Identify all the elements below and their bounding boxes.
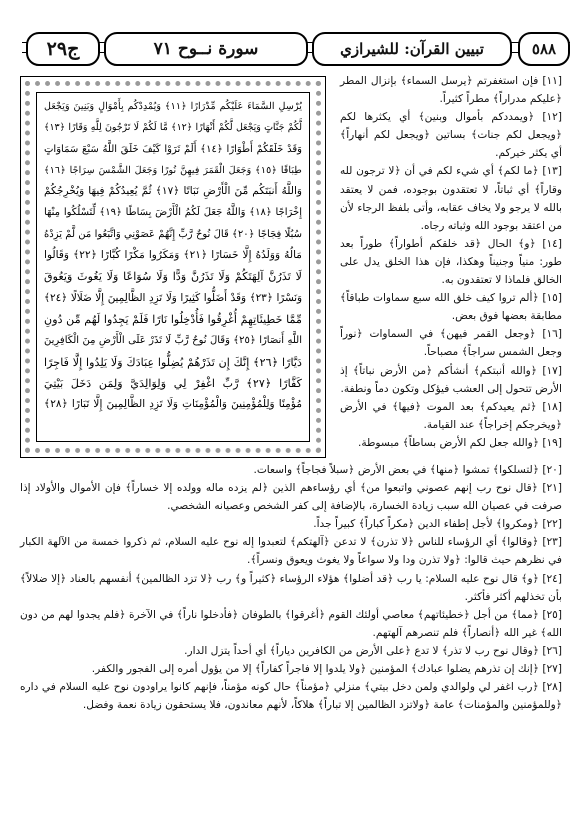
commentary-paragraph: [٢٥] ﴿مما﴾ من أجل ﴿خطيئاتهم﴾ معاصي أولئك القوم ﴿أغرقوا﴾ بالطوفان ﴿فأدخلوا ناراً﴾ في الآخرة ﴿فلم يجدوا لهم من دون الله﴾ غير الله ﴿أنصاراً﴾ فلم تنصرهم آلهتهم.: [20, 608, 562, 639]
commentary-column: [340, 72, 562, 452]
commentary-paragraph: [٢٤] ﴿و﴾ قال نوح عليه السلام: يا رب ﴿قد أضلوا﴾ هؤلاء الرؤساء ﴿كثيراً و﴾ رب ﴿لا تزد الظالمين﴾ أنفسهم بالعناد ﴿إلا ضلالاً﴾ بأن تخذلهم أكثر فأكثر.: [20, 572, 562, 603]
verse-line: دَيَّارًا ﴿٢٦﴾ إِنَّكَ إِن تَذَرْهُمْ يُضِلُّوا عِبَادَكَ وَلَا يَلِدُوا إِلَّا فَاجِرًا: [44, 355, 302, 369]
verse-line: وَنَسْرًا ﴿٢٣﴾ وَقَدْ أَضَلُّوا كَثِيرًا وَلَا تَزِدِ الظَّالِمِينَ إِلَّا ضَلَالًا ﴿٢٤﴾: [44, 291, 302, 304]
commentary-paragraph: [٢٦] ﴿وقال نوح رب لا تذر﴾ لا تدع ﴿على الأرض من الكافرين دياراً﴾ أي أحداً يتزل الدار.: [184, 644, 562, 657]
quran-verses: [44, 96, 302, 446]
commentary-paragraph: [١٤] ﴿و﴾ الحال ﴿قد خلقكم أطواراً﴾ طوراً بعد طور: منياً وجنيناً وهكذا، فإن هذا الخلق يدل على الخالق فلماذا لا تعتقدون به.: [340, 237, 562, 287]
page-number-box: [518, 32, 570, 66]
commentary-paragraph: [٢٧] ﴿إنك إن تذرهم يضلوا عبادك﴾ المؤمنين ﴿ولا يلدوا إلا فاجراً كفاراً﴾ إلا من يؤول أمره إلى الفجور والكفر.: [91, 663, 562, 676]
verse-line: إِخْرَاجًا ﴿١٨﴾ وَاللَّهُ جَعَلَ لَكُمُ الْأَرْضَ بِسَاطًا ﴿١٩﴾ لِّتَسْلُكُوا مِنْهَا: [44, 207, 302, 219]
verse-line: طِبَاقًا ﴿١٥﴾ وَجَعَلَ الْقَمَرَ فِيهِنَّ نُورًا وَجَعَلَ الشَّمْسَ سِرَاجًا ﴿١٦﴾: [44, 164, 302, 176]
commentary-paragraph: [٢٢] ﴿ومكروا﴾ لأجل إطفاء الدين ﴿مكراً كباراً﴾ كبيراً جداً.: [313, 518, 562, 531]
surah-title: سورة نــوح ٧١: [153, 39, 259, 59]
commentary-paragraph: [١١] فإن استغفرتم ﴿يرسل السماء﴾ بإنزال المطر ﴿عليكم مدراراً﴾ مطراً كثيراً.: [340, 75, 562, 106]
commentary-paragraph: [٢٨] ﴿رب اغفر لي ولوالدي ولمن دخل بيتي﴾ منزلي ﴿مؤمناً﴾ حال كونه مؤمناً، فإنهم كانوا يراودون نوح عليه السلام في داره ﴿وللمؤمنين والمؤمنات﴾ عامة ﴿ولاتزد الظالمين إلا تباراً﴾ هلاكاً، لأنهم معاندون، فلا يستحقون زيادة نعمة وفضل.: [20, 681, 562, 712]
juz-label: ج٢٩: [46, 38, 80, 60]
verse-line: وَقَدْ خَلَقَكُمْ أَطْوَارًا ﴿١٤﴾ أَلَمْ تَرَوْا كَيْفَ خَلَقَ اللَّهُ سَبْعَ سَمَاوَاتٍ: [44, 143, 302, 155]
book-title: تبيين القرآن: للشيرازي: [340, 40, 484, 58]
commentary-paragraph: [١٨] ﴿ثم يعيدكم﴾ بعد الموت ﴿فيها﴾ في الأرض ﴿ويخرجكم إخراجاً﴾ عند القيامة.: [340, 400, 562, 431]
commentary-paragraph: [١٣] ﴿ما لكم﴾ أي شيء لكم في أن ﴿لا ترجون لله وقاراً﴾ أي ثباتاً، لا تعتقدون بوجوده، فمن لا يعتقد بالله لا يرجو ولا يخاف عقابه، وأتى بلفظ الرجاء لأن من اعتقد بوجود الله وثباته رجاه.: [340, 165, 562, 232]
verse-line: وَاللَّهُ أَنبَتَكُم مِّنَ الْأَرْضِ نَبَاتًا ﴿١٧﴾ ثُمَّ يُعِيدُكُمْ فِيهَا وَيُخْرِجُكُمْ: [44, 185, 302, 198]
page-number: ٥٨٨: [531, 40, 557, 58]
verse-line: لَّكُمْ جَنَّاتٍ وَيَجْعَل لَّكُمْ أَنْهَارًا ﴿١٢﴾ مَّا لَكُمْ لَا تَرْجُونَ لِلَّهِ وَقَارًا ﴿١٣﴾: [44, 122, 302, 134]
commentary-paragraph: [٢٣] ﴿وقالوا﴾ أي الرؤساء للناس ﴿لا تذرن﴾ لا تدعن ﴿آلهتكم﴾ لتعبدوا إله نوح عليه السلام، ثم ذكروا خمسة من الآلهة الكبار في نظرهم حيث قالوا: ﴿ولا تذرن ودا ولا سواعاً ولا يغوث ويعوق ونسراً﴾.: [20, 536, 562, 567]
juz-box: [26, 32, 100, 66]
commentary-paragraph: [١٧] ﴿والله أنبتكم﴾ أنشأكم ﴿من الأرض نباتاً﴾ إذ الأرض تتحول إلى العشب فيؤكل وتكون دماً ونطفة.: [340, 364, 562, 395]
book-title-box: [312, 32, 512, 66]
commentary-paragraph: [٢١] ﴿قال نوح رب إنهم عصوني واتبعوا من﴾ أي رؤساءهم الذين ﴿لم يزده ماله وولده إلا خساراً﴾ فإن الأموال والأولاد إذا صرفت في عصيان الله سبب زيادة الخسارة، بالإضافة إلى كفر الشخص وعصيانه الشخصي.: [20, 482, 562, 513]
verse-line: مَالُهُ وَوَلَدُهُ إِلَّا خَسَارًا ﴿٢١﴾ وَمَكَرُوا مَكْرًا كُبَّارًا ﴿٢٢﴾ وَقَالُوا: [44, 249, 302, 262]
verse-line: كَفَّارًا ﴿٢٧﴾ رَّبِّ اغْفِرْ لِي وَلِوَالِدَيَّ وَلِمَن دَخَلَ بَيْتِيَ: [44, 376, 302, 390]
page-header: [22, 28, 570, 68]
commentary-paragraph: [١٦] ﴿وجعل القمر فيهن﴾ في السماوات ﴿نوراً وجعل الشمس سراجاً﴾ مصباحاً.: [340, 328, 562, 359]
verse-line: مِّمَّا خَطِيئَاتِهِمْ أُغْرِقُوا فَأُدْخِلُوا نَارًا فَلَمْ يَجِدُوا لَهُم مِّن دُونِ: [44, 312, 302, 326]
verse-line: يُرْسِلِ السَّمَاءَ عَلَيْكُم مِّدْرَارًا ﴿١١﴾ وَيُمْدِدْكُم بِأَمْوَالٍ وَبَنِينَ وَيَجْعَل: [44, 101, 302, 112]
commentary-paragraph: [٢٠] ﴿لتسلكوا﴾ تمشوا ﴿منها﴾ في بعض الأرض ﴿سبلاً فجاجاً﴾ واسعات.: [253, 464, 562, 476]
commentary-paragraph: [١٢] ﴿ويمددكم بأموال وبنين﴾ أي يكثرها لكم ﴿ويجعل لكم جنات﴾ بساتين ﴿ويجعل لكم أنهاراً﴾ أي يكثر خيركم.: [340, 111, 562, 160]
commentary-full-width: [20, 461, 562, 714]
commentary-paragraph: [١٩] ﴿والله جعل لكم الأرض بساطاً﴾ مبسوطة.: [357, 436, 562, 449]
surah-title-box: [104, 32, 308, 66]
verse-line: سُبُلًا فِجَاجًا ﴿٢٠﴾ قَالَ نُوحٌ رَّبِّ إِنَّهُمْ عَصَوْنِي وَاتَّبَعُوا مَن لَّمْ يَزِدْهُ: [44, 228, 302, 240]
verse-line: مُؤْمِنًا وَلِلْمُؤْمِنِينَ وَالْمُؤْمِنَاتِ وَلَا تَزِدِ الظَّالِمِينَ إِلَّا تَبَارًا ﴿٢٨﴾: [44, 398, 302, 411]
verse-line: لَا تَذَرُنَّ آلِهَتَكُمْ وَلَا تَذَرُنَّ وَدًّا وَلَا سُوَاعًا وَلَا يَغُوثَ وَيَعُوقَ: [44, 270, 302, 284]
verse-line: اللَّهِ أَنصَارًا ﴿٢٥﴾ وَقَالَ نُوحٌ رَّبِّ لَا تَذَرْ عَلَى الْأَرْضِ مِنَ الْكَافِرِينَ: [44, 335, 302, 347]
quran-verse-frame: [20, 76, 326, 458]
commentary-paragraph: [١٥] ﴿ألم تروا كيف خلق الله سبع سماوات طباقاً﴾ مطابقة بعضها فوق بعض.: [340, 292, 562, 323]
